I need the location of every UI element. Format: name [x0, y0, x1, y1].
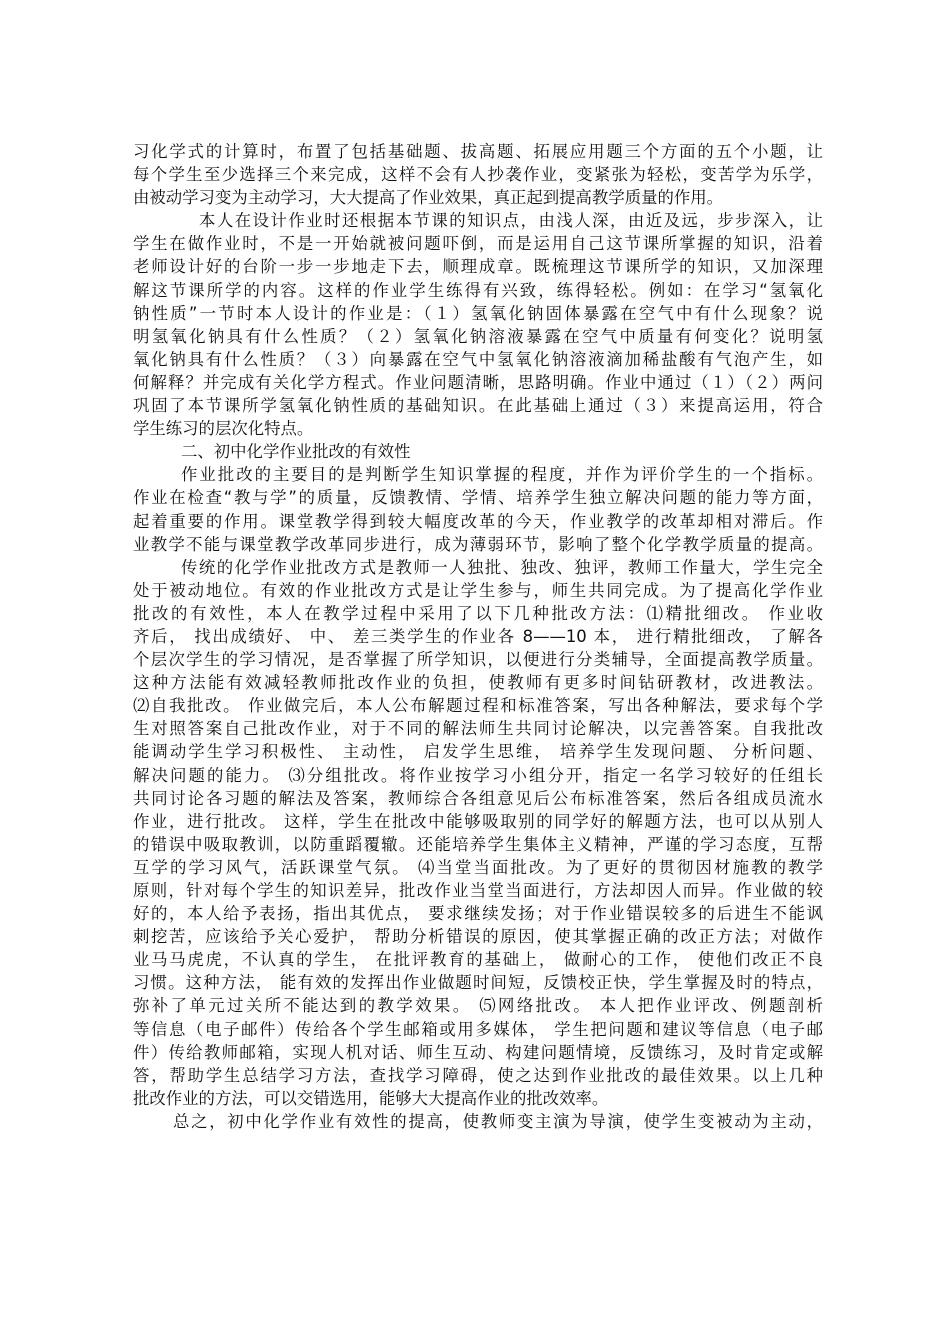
- text-line: 每个学生至少选择三个来完成，这样不会有人抄袭作业，变紧张为轻松，变苦学为乐学，: [133, 165, 823, 185]
- text-line: 原则，针对每个学生的知识差异，批改作业当堂当面进行，方法却因人而异。作业做的较: [133, 881, 823, 900]
- text-line: 齐后， 找出成绩好、 中、 差三类学生的作业各 8——10 本， 进行精批细改， 了解各: [133, 626, 823, 646]
- text-line: 件）传给教师邮箱，实现人机对话、师生互动、构建问题情境，反馈练习，及时肯定或解: [133, 1042, 823, 1062]
- text-line: 批改的有效性，本人在教学过程中采用了以下几种批改方法：⑴精批细改。 作业收: [133, 603, 823, 623]
- text-line: 业教学不能与课堂教学改革同步进行，成为薄弱环节，影响了整个化学教学质量的提高。: [133, 534, 823, 554]
- text-line: 学生在做作业时，不是一开始就被问题吓倒，而是运用自己这节课所掌握的知识，沿着: [133, 234, 823, 254]
- text-line: 习惯。这种方法， 能有效的发挥出作业做题时间短，反馈校正快，学生掌握及时的特点，: [133, 973, 823, 993]
- text-line: 能调动学生学习积极性、 主动性， 启发学生思维， 培养学生发现问题、 分析问题、: [133, 742, 823, 762]
- text-line: 刺挖苦，应该给予关心爱护， 帮助分析错误的原因，使其掌握正确的改正方法；对做作: [133, 927, 823, 947]
- text-line: 作业批改的主要目的是判断学生知识掌握的程度，并作为评价学生的一个指标。: [181, 465, 823, 485]
- text-line: 这种方法能有效减轻教师批改作业的负担，使教师有更多时间钻研教材，改进教法。: [133, 673, 823, 693]
- text-line: 巩固了本节课所学氢氧化钠性质的基础知识。在此基础上通过（３）来提高运用，符合: [133, 396, 823, 416]
- text-line: 生对照答案自己批改作业，对于不同的解法师生共同讨论解决，以完善答案。自我批改: [133, 719, 823, 739]
- document-body: [133, 140, 823, 1133]
- text-line: 个层次学生的学习情况，是否掌握了所学知识，以便进行分类辅导，全面提高教学质量。: [133, 650, 823, 670]
- text-line: 等信息（电子邮件）传给各个学生邮箱或用多媒体， 学生把问题和建议等信息（电子邮: [133, 1019, 823, 1039]
- text-line: 学生练习的层次化特点。: [133, 419, 314, 439]
- text-line: 钠性质”一节时本人设计的作业是：（１）氢氧化钠固体暴露在空气中有什么现象？说: [133, 303, 823, 323]
- text-line: 作业在检查“教与学”的质量，反馈教情、学情、培养学生独立解决问题的能力等方面，: [133, 488, 823, 508]
- text-line: 明氢氧化钠具有什么性质？（２）氢氧化钠溶液暴露在空气中质量有何变化？说明氢: [133, 326, 823, 346]
- text-line: 作业，进行批改。 这样，学生在批改中能够吸取别的同学好的解题方法，也可以从别人: [133, 811, 823, 831]
- text-line: 解决问题的能力。 ⑶分组批改。将作业按学习小组分开，指定一名学习较好的任组长: [133, 765, 823, 785]
- text-line: 二、初中化学作业批改的有效性: [181, 442, 411, 462]
- text-line: 处于被动地位。有效的作业批改方式是让学生参与，师生共同完成。为了提高化学作业: [133, 580, 823, 600]
- text-line: 答，帮助学生总结学习方法，查找学习障碍，使之达到作业批改的最佳效果。以上几种: [133, 1065, 823, 1085]
- text-line: 何解释？并完成有关化学方程式。作业问题清晰，思路明确。作业中通过（１）（２）两问: [133, 372, 823, 392]
- text-line: 总之，初中化学作业有效性的提高，使教师变主演为导演，使学生变被动为主动，: [173, 1111, 823, 1131]
- text-line: 氧化钠具有什么性质？（３）向暴露在空气中氢氧化钠溶液滴加稀盐酸有气泡产生，如: [133, 349, 823, 369]
- text-line: 由被动学习变为主动学习，大大提高了作业效果，真正起到提高教学质量的作用。: [133, 188, 724, 208]
- text-line: 解这节课所学的内容。这样的作业学生练得有兴致，练得轻松。例如：在学习“氢氧化: [133, 280, 823, 300]
- text-line: 批改作业的方法，可以交错选用，能够大大提高作业的批改效率。: [133, 1088, 609, 1108]
- text-line: 业马马虎虎，不认真的学生， 在批评教育的基础上， 做耐心的工作， 使他们改正不良: [133, 950, 823, 970]
- text-line: 的错误中吸取教训，以防重蹈覆辙。还能培养学生集体主义精神，严谨的学习态度，互帮: [133, 834, 823, 854]
- text-line: 起着重要的作用。课堂教学得到较大幅度改革的今天，作业教学的改革却相对滞后。作: [133, 511, 823, 531]
- text-line: 好的，本人给予表扬，指出其优点， 要求继续发扬；对于作业错误较多的后进生不能讽: [133, 904, 823, 924]
- text-line: 老师设计好的台阶一步一步地走下去，顺理成章。既梳理这节课所学的知识，又加深理: [133, 257, 823, 277]
- text-line: 弥补了单元过关所不能达到的教学效果。 ⑸网络批改。 本人把作业评改、例题剖析: [133, 996, 823, 1016]
- text-line: 习化学式的计算时，布置了包括基础题、拔高题、拓展应用题三个方面的五个小题，让: [133, 142, 823, 161]
- text-line: 本人在设计作业时还根据本节课的知识点，由浅人深，由近及远，步步深入，让: [199, 211, 823, 231]
- text-line: 传统的化学作业批改方式是教师一人独批、独改、独评，教师工作量大，学生完全: [181, 557, 823, 577]
- text-line: 互学的学习风气，活跃课堂气氛。 ⑷当堂当面批改。为了更好的贯彻因材施教的教学: [133, 857, 823, 877]
- text-line: 共同讨论各习题的解法及答案，教师综合各组意见后公布标准答案，然后各组成员流水: [133, 788, 823, 808]
- text-line: ⑵自我批改。 作业做完后，本人公布解题过程和标准答案，写出各种解法，要求每个学: [133, 696, 823, 716]
